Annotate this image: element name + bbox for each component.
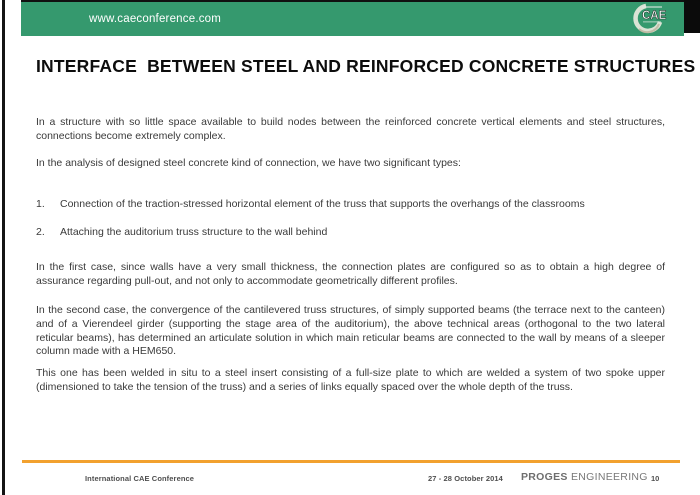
footer-page-number: 10 [651, 474, 660, 483]
cae-logo-icon [629, 3, 669, 35]
top-right-frame-block [684, 0, 700, 33]
paragraph-analysis: In the analysis of designed steel concrete kind of connection, we have two significant types: [36, 157, 461, 169]
footer-company [521, 471, 648, 483]
list-item-2 [36, 226, 665, 238]
cae-logo-text: CAE [642, 10, 667, 22]
list-item-1-number: 1. [36, 198, 45, 210]
footer-date: 27 - 28 October 2014 [428, 474, 503, 483]
paragraph-welded-insert: This one has been welded in situ to a steel insert consisting of a full-size plate to which are welded a system of two spoke upper (dimensioned to take the tension of the truss) and a series of links equally spaced over the whole depth of the truss. [36, 367, 665, 393]
paragraph-first-case: In the first case, since walls have a very small thickness, the connection plates are configured so as to obtain a high degree of assurance regarding pull-out, and not only to accommodate geometrically different profiles. [36, 261, 665, 287]
paragraph-intro: In a structure with so little space available to build nodes between the reinforced concrete vertical elements and steel structures, connections become extremely complex. [36, 116, 665, 142]
footer-company-suffix: ENGINEERING [567, 471, 648, 483]
list-item-1 [36, 198, 665, 210]
paragraph-second-case: In the second case, the convergence of the cantilevered truss structures, of simply supported beams (the terrace next to the canteen) and of a Vierendeel girder (supporting the stage area of the auditorium), the above technical areas (orthogonal to the two lateral reticular beams), has determined an articulate solution in which main reticular beams are connected to the wall by means of a sleeper column made with a HEM650. [36, 304, 665, 358]
list-item-2-text: Attaching the auditorium truss structure to the wall behind [60, 226, 328, 238]
list-item-2-number: 2. [36, 226, 45, 238]
header-bar [21, 2, 684, 36]
footer-company-name: PROGES [521, 471, 568, 483]
conference-url: www.caeconference.com [89, 13, 222, 25]
slide-left-border [2, 0, 5, 495]
slide-title: INTERFACE BETWEEN STEEL AND REINFORCED CONCRETE STRUCTURES [36, 56, 696, 76]
list-item-1-text: Connection of the traction-stressed horizontal element of the truss that supports the overhangs of the classrooms [60, 198, 585, 210]
footer-conference-name: International CAE Conference [85, 474, 195, 483]
footer-divider-line [22, 460, 680, 463]
